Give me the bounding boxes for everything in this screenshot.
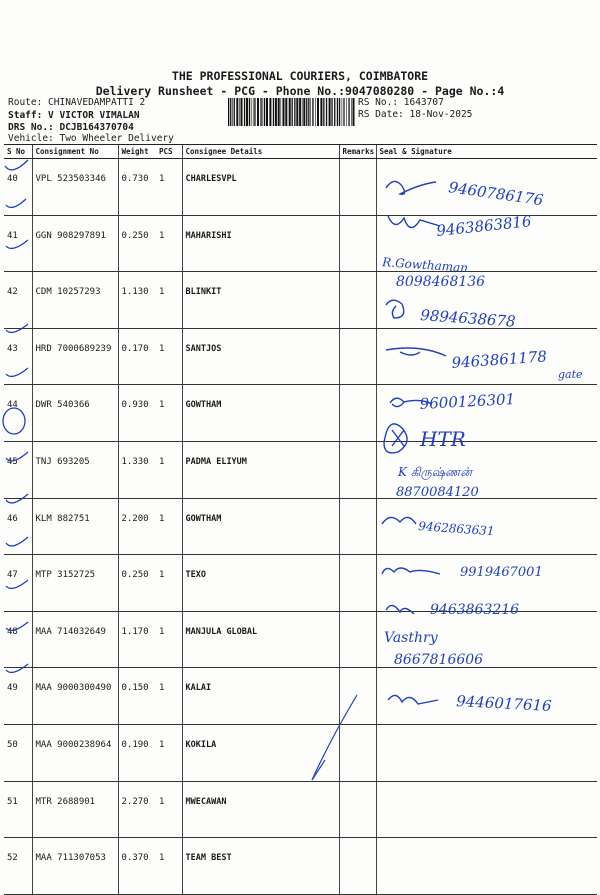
weight-text: 0.930 (121, 400, 149, 411)
pcs-cell (156, 215, 182, 272)
barcode-bar (353, 98, 355, 126)
consignment-text: DWR 540366 (35, 400, 90, 411)
barcode-bar (296, 98, 298, 126)
consignee-text: MANJULA GLOBAL (185, 626, 258, 637)
handwriting-r47a: K கிருஷ்ணன் (398, 465, 473, 479)
weight-cell (118, 611, 156, 668)
consignee-cell (182, 385, 339, 442)
barcode-bar (342, 98, 343, 126)
weight-text: 0.150 (121, 683, 149, 694)
seal-signature-cell (376, 441, 597, 498)
sno-text: 41 (7, 230, 18, 241)
consignment-text: VPL 523503346 (35, 174, 106, 184)
seal-signature-cell (376, 215, 597, 272)
handwriting-r40: 9460786176 (447, 178, 545, 210)
consignment-text: HRD 7000689239 (35, 343, 112, 354)
seal-signature-cell (376, 385, 597, 442)
table-row (4, 498, 597, 555)
handwriting-r50c: 8667816606 (394, 652, 484, 668)
company-title: THE PROFESSIONAL COURIERS, COIMBATORE (171, 69, 429, 83)
barcode-bar (348, 98, 349, 126)
barcode-bar (253, 98, 254, 126)
col-consignee: Consignee Details (182, 145, 339, 159)
sno-cell (4, 385, 32, 442)
handwriting-r42a: R.Gowthaman (381, 255, 469, 275)
seal-signature-cell (376, 555, 597, 612)
seal-signature-cell (376, 328, 597, 385)
barcode-bar (230, 98, 231, 126)
handwriting-r48: 9462863631 (417, 519, 495, 539)
route-label: Route: CHINAVEDAMPATTI 2 (8, 97, 146, 108)
pcs-text: 1 (159, 230, 165, 241)
consignee-cell (182, 215, 339, 272)
sno-cell (4, 724, 32, 781)
consignee-text: TEAM BEST (185, 853, 232, 864)
handwriting-r47b: 8870084120 (396, 485, 479, 500)
barcode-bar (294, 98, 295, 126)
barcode-bar (351, 98, 352, 126)
consignment-cell (32, 838, 118, 895)
col-consignment: Consignment No (32, 145, 118, 159)
consignee-cell (182, 272, 339, 329)
pcs-text: 1 (159, 456, 165, 467)
weight-cell (118, 215, 156, 272)
consignee-cell (182, 441, 339, 498)
barcode-bar (346, 98, 347, 126)
consignment-text: MTR 2688901 (35, 796, 96, 807)
weight-cell (118, 441, 156, 498)
consignment-cell (32, 668, 118, 725)
consignee-cell (182, 498, 339, 555)
pcs-text: 1 (159, 174, 165, 184)
consignment-cell (32, 498, 118, 555)
remarks-cell (339, 385, 376, 442)
weight-text: 1.170 (121, 626, 149, 637)
drs-label: DRS No.: DCJB164370704 (8, 122, 134, 133)
runsheet-subtitle: Delivery Runsheet - PCG - Phone No.:9047080280 - Page No.:4 (95, 84, 505, 98)
consignment-cell (32, 159, 118, 216)
col-weight: Weight (118, 145, 156, 159)
barcode-bar (266, 98, 268, 126)
remarks-cell (339, 441, 376, 498)
table-row (4, 328, 597, 385)
barcode-bar (251, 98, 252, 126)
weight-text: 0.190 (121, 739, 149, 750)
table-row (4, 555, 597, 612)
table-row (4, 272, 597, 329)
consignee-cell (182, 781, 339, 838)
handwriting-r46: HTR (420, 427, 466, 451)
remarks-cell (339, 328, 376, 385)
barcode-bar (236, 98, 238, 126)
sno-text: 43 (7, 343, 18, 354)
sno-cell (4, 555, 32, 612)
consignment-cell (32, 781, 118, 838)
sno-cell (4, 781, 32, 838)
barcode-bar (260, 98, 261, 126)
pcs-text: 1 (159, 796, 165, 807)
remarks-cell (339, 838, 376, 895)
handwriting-r41: 9463863816 (435, 212, 533, 240)
consignment-cell (32, 724, 118, 781)
table-row (4, 159, 597, 216)
barcode-bar (228, 98, 229, 126)
handwriting-r44: 9463861178 (451, 347, 548, 372)
remarks-cell (339, 668, 376, 725)
table-row (4, 215, 597, 272)
barcode-bar (326, 98, 327, 126)
table-header-row (4, 145, 597, 159)
weight-text: 1.130 (121, 287, 149, 298)
pcs-cell (156, 498, 182, 555)
barcode-bar (289, 98, 291, 126)
sno-text: 50 (7, 739, 18, 750)
sno-text: 44 (7, 400, 18, 411)
vehicle-label: Vehicle: Two Wheeler Delivery (8, 133, 174, 144)
handwriting-r52: 9446017616 (455, 692, 553, 715)
weight-text: 0.170 (121, 343, 149, 354)
barcode-bar (312, 98, 313, 126)
weight-cell (118, 272, 156, 329)
consignment-text: GGN 908297891 (35, 230, 106, 241)
remarks-cell (339, 215, 376, 272)
handwriting-r49: 9919467001 (460, 565, 543, 580)
runsheet-table (4, 144, 597, 895)
seal-signature-cell (376, 838, 597, 895)
consignment-cell (32, 555, 118, 612)
barcode-bar (339, 98, 340, 126)
barcode-bar (275, 98, 277, 126)
pcs-text: 1 (159, 683, 165, 694)
barcode (228, 98, 356, 126)
sno-text: 47 (7, 570, 18, 581)
barcode-bar (257, 98, 259, 126)
remarks-cell (339, 555, 376, 612)
table-row (4, 611, 597, 668)
barcode-bar (292, 98, 293, 126)
consignee-text: CHARLESVPL (185, 174, 237, 184)
consignee-text: GOWTHAM (185, 400, 222, 411)
barcode-bar (264, 98, 265, 126)
handwriting-r42b: 8098468136 (396, 274, 486, 290)
pcs-cell (156, 328, 182, 385)
barcode-bar (344, 98, 345, 126)
barcode-bar (306, 98, 307, 126)
weight-cell (118, 159, 156, 216)
barcode-bar (323, 98, 324, 126)
pcs-cell (156, 724, 182, 781)
consignment-cell (32, 611, 118, 668)
pcs-text: 1 (159, 853, 165, 864)
consignment-cell (32, 272, 118, 329)
pcs-text: 1 (159, 570, 165, 581)
sno-text: 40 (7, 174, 18, 184)
handwriting-r43: 9894638678 (419, 306, 517, 331)
pcs-text: 1 (159, 287, 165, 298)
seal-signature-cell (376, 498, 597, 555)
barcode-bar (315, 98, 316, 126)
sno-text: 51 (7, 796, 18, 807)
weight-cell (118, 668, 156, 725)
weight-text: 0.250 (121, 230, 149, 241)
barcode-bar (232, 98, 233, 126)
consignee-cell (182, 724, 339, 781)
barcode-bar (285, 98, 287, 126)
consignee-text: SANTJOS (185, 343, 222, 354)
table-row (4, 385, 597, 442)
weight-cell (118, 498, 156, 555)
barcode-bar (320, 98, 322, 126)
remarks-cell (339, 159, 376, 216)
handwriting-r44b: gate (558, 368, 583, 381)
sno-cell (4, 159, 32, 216)
barcode-bar (278, 98, 280, 126)
sno-text: 42 (7, 287, 18, 298)
pcs-cell (156, 668, 182, 725)
weight-cell (118, 724, 156, 781)
consignee-cell (182, 611, 339, 668)
barcode-bar (331, 98, 332, 126)
seal-signature-cell (376, 781, 597, 838)
table-row (4, 724, 597, 781)
seal-signature-cell (376, 272, 597, 329)
barcode-bar (310, 98, 311, 126)
pcs-cell (156, 781, 182, 838)
pcs-text: 1 (159, 400, 165, 411)
weight-text: 0.730 (121, 174, 149, 184)
weight-text: 2.200 (121, 513, 149, 524)
sno-cell (4, 498, 32, 555)
barcode-bar (249, 98, 250, 126)
handwriting-r50a: 9463863216 (430, 602, 520, 618)
consignee-cell (182, 555, 339, 612)
consignment-text: MAA 714032649 (35, 626, 106, 637)
pcs-cell (156, 272, 182, 329)
barcode-bar (334, 98, 335, 126)
barcode-bar (329, 98, 331, 126)
consignment-text: KLM 882751 (35, 513, 90, 524)
consignment-cell (32, 385, 118, 442)
barcode-bar (343, 98, 344, 126)
pcs-text: 1 (159, 626, 165, 637)
barcode-bar (308, 98, 309, 126)
pcs-cell (156, 159, 182, 216)
barcode-bar (283, 98, 285, 126)
consignment-text: MAA 711307053 (35, 853, 106, 864)
consignee-cell (182, 159, 339, 216)
remarks-cell (339, 724, 376, 781)
pcs-cell (156, 611, 182, 668)
seal-signature-cell (376, 611, 597, 668)
barcode-bar (303, 98, 305, 126)
consignment-cell (32, 441, 118, 498)
barcode-bar (244, 98, 245, 126)
handwriting-r50b: Vasthry (384, 630, 438, 646)
weight-cell (118, 555, 156, 612)
barcode-bar (299, 98, 301, 126)
consignee-text: PADMA ELIYUM (185, 456, 247, 467)
barcode-bar (263, 98, 264, 126)
weight-cell (118, 838, 156, 895)
table-row (4, 668, 597, 725)
table-row (4, 838, 597, 895)
remarks-cell (339, 781, 376, 838)
seal-signature-cell (376, 159, 597, 216)
consignment-cell (32, 328, 118, 385)
sno-cell (4, 611, 32, 668)
weight-text: 2.270 (121, 796, 149, 807)
consignment-text: CDM 10257293 (35, 287, 101, 298)
consignment-cell (32, 215, 118, 272)
sno-text: 52 (7, 853, 18, 864)
weight-text: 0.250 (121, 570, 149, 581)
sno-text: 49 (7, 683, 18, 694)
staff-label: Staff: V VICTOR VIMALAN (8, 110, 140, 121)
consignee-cell (182, 668, 339, 725)
barcode-bar (302, 98, 303, 126)
consignee-text: BLINKIT (185, 287, 222, 298)
sno-cell (4, 838, 32, 895)
handwriting-r45: 9600126301 (419, 390, 516, 413)
barcode-bar (281, 98, 282, 126)
consignee-text: MWECAWAN (185, 796, 227, 807)
consignee-cell (182, 838, 339, 895)
weight-text: 0.370 (121, 853, 149, 864)
sno-cell (4, 328, 32, 385)
barcode-bar (239, 98, 240, 126)
pcs-cell (156, 385, 182, 442)
col-sno: S No (4, 145, 32, 159)
pcs-text: 1 (159, 739, 165, 750)
barcode-bar (254, 98, 255, 126)
barcode-bar (317, 98, 319, 126)
pcs-cell (156, 441, 182, 498)
consignment-text: MTP 3152725 (35, 570, 96, 581)
sno-cell (4, 215, 32, 272)
consignee-text: KALAI (185, 683, 212, 694)
table-row (4, 781, 597, 838)
col-remarks: Remarks (339, 145, 376, 159)
barcode-bar (337, 98, 338, 126)
col-pcs: PCS (156, 145, 182, 159)
sno-text: 45 (7, 456, 18, 467)
remarks-cell (339, 498, 376, 555)
seal-signature-cell (376, 724, 597, 781)
barcode-bar (234, 98, 235, 126)
weight-cell (118, 385, 156, 442)
consignee-text: TEXO (185, 570, 206, 581)
barcode-bar (241, 98, 243, 126)
sno-cell (4, 441, 32, 498)
rs-date: RS Date: 18-Nov-2025 (358, 109, 473, 120)
weight-cell (118, 328, 156, 385)
table-row (4, 441, 597, 498)
remarks-cell (339, 272, 376, 329)
rs-number: RS No.: 1643707 (358, 97, 444, 108)
remarks-cell (339, 611, 376, 668)
sno-cell (4, 272, 32, 329)
consignee-text: MAHARISHI (185, 230, 232, 241)
consignee-text: GOWTHAM (185, 513, 222, 524)
consignment-text: MAA 9000238964 (35, 739, 112, 750)
barcode-bar (269, 98, 271, 126)
pcs-text: 1 (159, 343, 165, 354)
sno-text: 48 (7, 626, 18, 637)
sno-text: 46 (7, 513, 18, 524)
pcs-cell (156, 838, 182, 895)
weight-text: 1.330 (121, 456, 149, 467)
consignment-text: TNJ 693205 (35, 456, 90, 467)
sno-cell (4, 668, 32, 725)
pcs-text: 1 (159, 513, 165, 524)
consignment-text: MAA 9000300490 (35, 683, 112, 694)
consignee-cell (182, 328, 339, 385)
pcs-cell (156, 555, 182, 612)
seal-signature-cell (376, 668, 597, 725)
col-seal: Seal & Signature (376, 145, 597, 159)
barcode-bar (246, 98, 248, 126)
weight-cell (118, 781, 156, 838)
consignee-text: KOKILA (185, 739, 217, 750)
barcode-bar (273, 98, 274, 126)
